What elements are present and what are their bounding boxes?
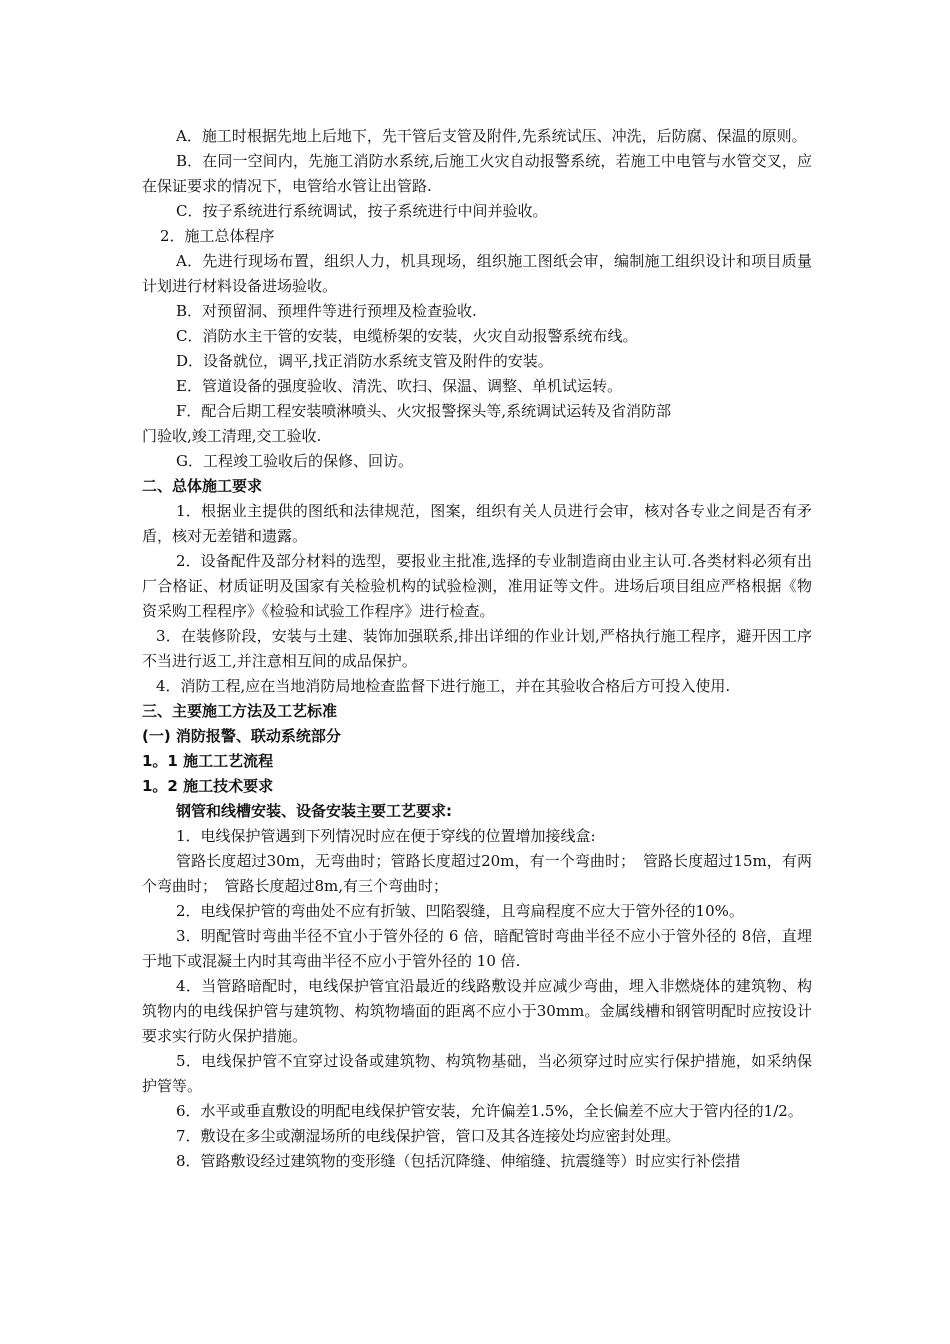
paragraph: C．按子系统进行系统调试，按子系统进行中间并验收。 [176, 202, 548, 220]
document-body [142, 124, 812, 1174]
paragraph: 5．电线保护管不宜穿过设备或建筑物、构筑物基础，当必须穿过时应实行保护措施，如采纳保护管等。 [142, 1052, 812, 1095]
paragraph: G．工程竣工验收后的保修、回访。 [176, 452, 413, 470]
paragraph: 管路长度超过30m，无弯曲时；管路长度超过20m，有一个弯曲时； 管路长度超过15m，有两个弯曲时； 管路长度超过8m,有三个弯曲时； [142, 852, 812, 895]
paragraph: 3．明配管时弯曲半径不宜小于管外径的 6 倍，暗配管时弯曲半径不应小于管外径的 8倍，直埋于地下或混凝土内时其弯曲半径不应小于管外径的 10 倍. [142, 927, 812, 970]
paragraph: 2．施工总体程序 [160, 227, 275, 245]
paragraph: A．先进行现场布置，组织人力，机具现场，组织施工图纸会审，编制施工组织设计和项目质量计划进行材料设备进场验收。 [142, 252, 812, 295]
section-heading: 1。1 施工工艺流程 [142, 752, 274, 770]
paragraph: D．设备就位，调平,找正消防水系统支管及附件的安装。 [176, 352, 553, 370]
paragraph: 4．当管路暗配时，电线保护管宜沿最近的线路敷设并应减少弯曲，埋入非燃烧体的建筑物、构筑物内的电线保护管与建筑物、构筑物墙面的距离不应小于30mm。金属线槽和钢管明配时应按设计要求实行防火保护措施。 [142, 977, 812, 1045]
paragraph: F．配合后期工程安装喷淋喷头、火灾报警探头等,系统调试运转及省消防部 [176, 402, 672, 420]
paragraph: 4．消防工程,应在当地消防局地检查监督下进行施工，并在其验收合格后方可投入使用. [156, 677, 731, 695]
section-heading: 1。2 施工技术要求 [142, 777, 274, 795]
paragraph: 1．根据业主提供的图纸和法律规范，图案，组织有关人员进行会审，核对各专业之间是否有矛盾，核对无差错和遗露。 [142, 502, 812, 545]
paragraph: 8．管路敷设经过建筑物的变形缝（包括沉降缝、伸缩缝、抗震缝等）时应实行补偿措 [176, 1152, 741, 1170]
section-heading: (一) 消防报警、联动系统部分 [142, 727, 341, 745]
paragraph: B．对预留洞、预埋件等进行预埋及检查验收. [176, 302, 477, 320]
paragraph: 6．水平或垂直敷设的明配电线保护管安装，允许偏差1.5%，全长偏差不应大于管内径的1/2。 [176, 1102, 803, 1120]
paragraph: 3．在装修阶段，安装与土建、装饰加强联系,排出详细的作业计划,严格执行施工程序，避开因工序不当进行返工,并注意相互间的成品保护。 [142, 627, 812, 670]
paragraph: 2．电线保护管的弯曲处不应有折皱、凹陷裂缝，且弯扁程度不应大于管外径的10%。 [176, 902, 744, 920]
paragraph: 1．电线保护管遇到下列情况时应在便于穿线的位置增加接线盒: [176, 827, 596, 845]
paragraph: A．施工时根据先地上后地下，先干管后支管及附件,先系统试压、冲洗，后防腐、保温的原则。 [176, 127, 807, 145]
paragraph: E．管道设备的强度验收、清洗、吹扫、保温、调整、单机试运转。 [176, 377, 622, 395]
paragraph: C．消防水主干管的安装，电缆桥架的安装，火灾自动报警系统布线。 [176, 327, 638, 345]
paragraph: 7．敷设在多尘或潮湿场所的电线保护管，管口及其各连接处均应密封处理。 [176, 1127, 681, 1145]
paragraph: B．在同一空间内，先施工消防水系统,后施工火灾自动报警系统，若施工中电管与水管交叉，应在保证要求的情况下，电管给水管让出管路. [142, 152, 812, 195]
section-heading: 钢管和线槽安装、设备安装主要工艺要求: [176, 802, 453, 820]
paragraph: 门验收,竣工清理,交工验收. [142, 427, 322, 445]
section-heading: 三、主要施工方法及工艺标准 [142, 702, 338, 720]
section-heading: 二、总体施工要求 [142, 477, 263, 495]
paragraph: 2．设备配件及部分材料的选型，要报业主批准,选择的专业制造商由业主认可.各类材料必须有出厂合格证、材质证明及国家有关检验机构的试验检测，准用证等文件。进场后项目组应严格根据《物资采购工程程序》《检验和试验工作程序》进行检查。 [142, 552, 812, 620]
